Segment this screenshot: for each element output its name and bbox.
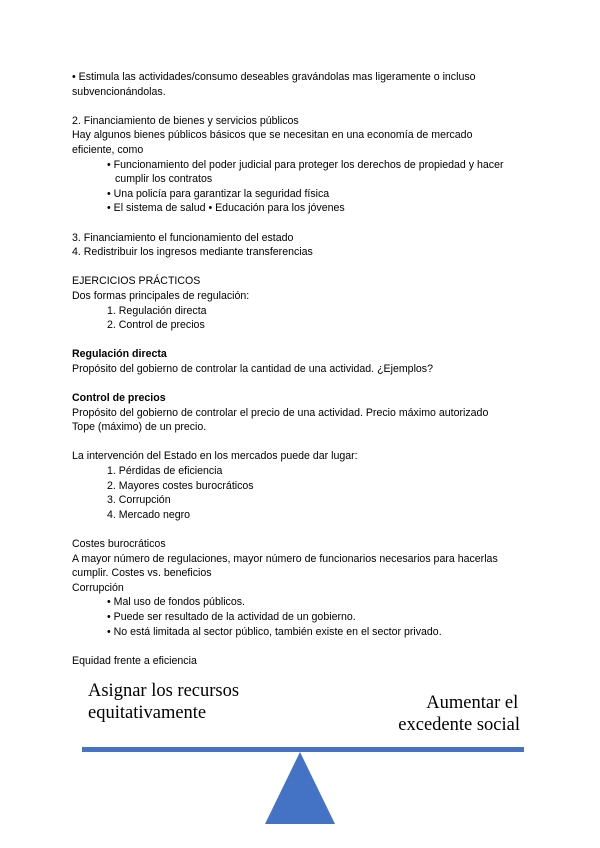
left-label-line: Asignar los recursos xyxy=(88,681,240,701)
intro-bullet-cont: subvencionándolas. xyxy=(72,85,166,98)
control-text: Propósito del gobierno de controlar el precio de una actividad. Precio máximo autorizado xyxy=(72,406,489,419)
fulcrum-triangle xyxy=(265,752,335,824)
list-item: • Puede ser resultado de la actividad de un gobierno. xyxy=(107,610,356,623)
section4-title: 4. Redistribuir los ingresos mediante transferencias xyxy=(72,246,313,259)
section2-title: 2. Financiamiento de bienes y servicios públicos xyxy=(72,114,299,127)
section2-text: eficiente, como xyxy=(72,143,144,156)
balance-scale-diagram xyxy=(82,680,524,825)
list-item: • Mal uso de fondos públicos. xyxy=(107,596,245,609)
list-item: • Funcionamiento del poder judicial para proteger los derechos de propiedad y hacer xyxy=(107,158,504,171)
section3-title: 3. Financiamiento el funcionamiento del estado xyxy=(72,231,294,244)
list-item: 4. Mercado negro xyxy=(107,508,191,521)
ejercicios-text: Dos formas principales de regulación: xyxy=(72,289,250,302)
right-label xyxy=(398,692,520,736)
regulacion-heading: Regulación directa xyxy=(72,348,167,361)
control-text: Tope (máximo) de un precio. xyxy=(72,421,207,434)
list-item: • No está limitada al sector público, también existe en el sector privado. xyxy=(107,625,442,638)
section2-text: Hay algunos bienes públicos básicos que se necesitan en una economía de mercado xyxy=(72,129,473,142)
document-body xyxy=(72,70,532,668)
list-item: 2. Mayores costes burocráticos xyxy=(107,479,254,492)
left-label xyxy=(88,680,239,724)
corrupcion-title: Corrupción xyxy=(72,581,124,594)
intervencion-text: La intervención del Estado en los mercados puede dar lugar: xyxy=(72,450,358,463)
list-item: 1. Pérdidas de eficiencia xyxy=(107,465,223,478)
costes-text: cumplir. Costes vs. beneficios xyxy=(72,567,212,580)
left-label-line: equitativamente xyxy=(88,703,207,723)
regulacion-text: Propósito del gobierno de controlar la cantidad de una actividad. ¿Ejemplos? xyxy=(72,362,433,375)
list-item: 1. Regulación directa xyxy=(107,304,207,317)
right-label-line: Aumentar el xyxy=(426,693,519,713)
costes-text: A mayor número de regulaciones, mayor número de funcionarios necesarios para hacerlas xyxy=(72,552,498,565)
list-item: • El sistema de salud • Educación para los jóvenes xyxy=(107,202,345,215)
intro-bullet: • Estimula las actividades/consumo deseables gravándolas mas ligeramente o incluso xyxy=(72,71,476,83)
list-item: cumplir los contratos xyxy=(115,173,213,186)
costes-title: Costes burocráticos xyxy=(72,538,166,550)
list-item: 2. Control de precios xyxy=(107,319,205,332)
control-heading: Control de precios xyxy=(72,392,166,405)
right-label-line: excedente social xyxy=(398,715,520,735)
list-item: • Una policía para garantizar la seguridad física xyxy=(107,187,330,200)
equidad-title: Equidad frente a eficiencia xyxy=(72,654,197,667)
list-item: 3. Corrupción xyxy=(107,494,171,507)
ejercicios-title: EJERCICIOS PRÁCTICOS xyxy=(72,275,201,288)
